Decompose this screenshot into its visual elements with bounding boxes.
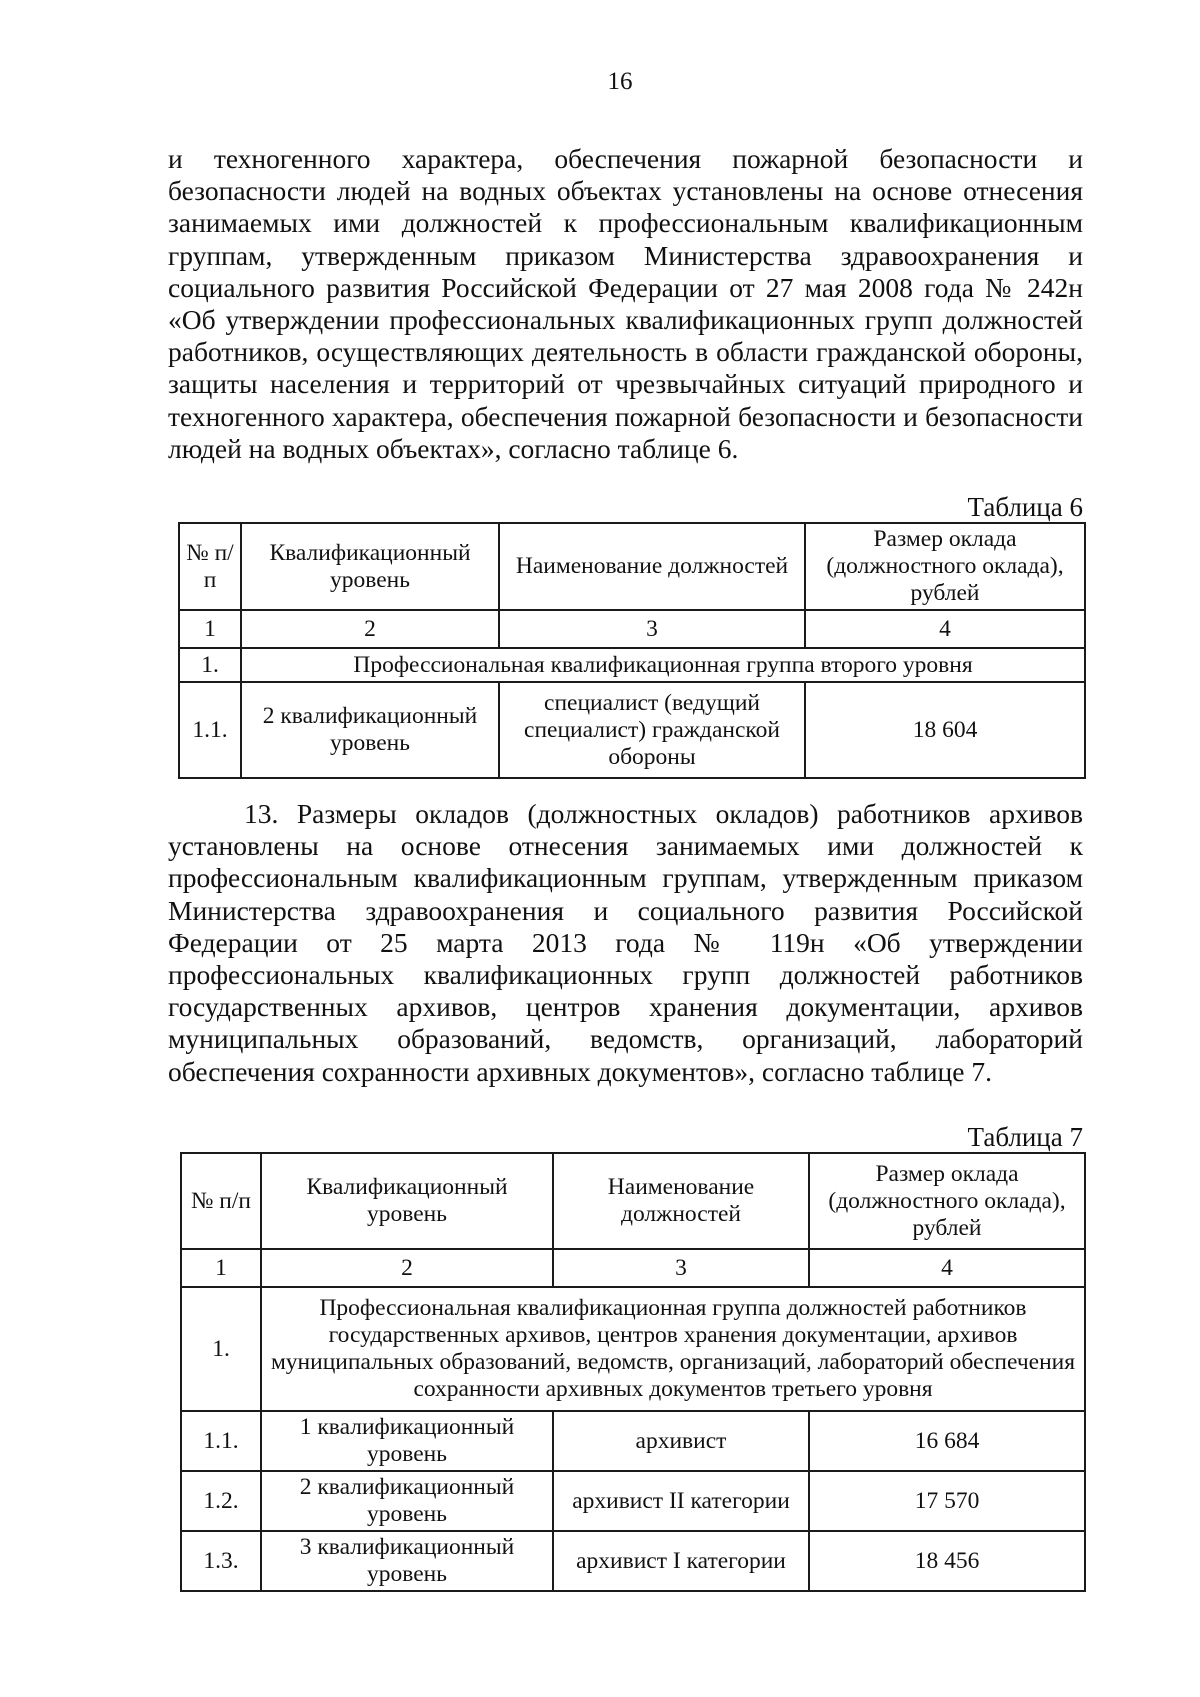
row-number-cell: 1.1. [181, 1411, 261, 1471]
row-salary-cell: 18 456 [809, 1531, 1085, 1591]
row-level-cell: 1 квалификационный уровень [261, 1411, 553, 1471]
row-level-cell: 3 квалификационный уровень [261, 1531, 553, 1591]
header-cell-level: Квалификационный уровень [261, 1153, 553, 1249]
table-row [179, 682, 1085, 778]
column-number-cell: 4 [809, 1249, 1085, 1287]
table-6-column-numbers-row [179, 610, 1085, 648]
header-cell-salary: Размер оклада (должностного оклада), рублей [805, 523, 1085, 610]
row-position-cell: архивист II категории [553, 1471, 809, 1531]
table-7-caption: Таблица 7 [967, 1122, 1083, 1152]
table-row [181, 1531, 1085, 1591]
header-cell-level: Квалификационный уровень [241, 523, 499, 610]
header-cell-number: № п/п [181, 1153, 261, 1249]
row-salary-cell: 17 570 [809, 1471, 1085, 1531]
row-salary-cell: 18 604 [805, 682, 1085, 778]
row-level-cell: 2 квалификационный уровень [241, 682, 499, 778]
column-number-cell: 3 [553, 1249, 809, 1287]
row-salary-cell: 16 684 [809, 1411, 1085, 1471]
table-7-column-numbers-row [181, 1249, 1085, 1287]
paragraph-1: и техногенного характера, обеспечения пожарной безопасности и безопасности людей на водных объектах установлены на основе отнесения занимаемых ими должностей к профессиональным квалификационным группам, утвержденным приказом Министерства здравоохранения и социального развития Российской Федерации от 27 мая 2008 года № 242н «Об утверждении профессиональных квалификационных групп должностей работников, осуществляющих деятельность в области гражданской обороны, защиты населения и территорий от чрезвычайных ситуаций природного и техногенного характера, обеспечения пожарной безопасности и безопасности людей на водных объектах», согласно таблице 6. [168, 143, 1083, 464]
table-6-header-row [179, 523, 1085, 610]
table-7-header-row [181, 1153, 1085, 1249]
table-7 [180, 1152, 1086, 1592]
row-number-cell: 1.1. [179, 682, 241, 778]
table-6-group-row [179, 648, 1085, 682]
header-cell-position: Наименование должностей [499, 523, 805, 610]
header-cell-salary: Размер оклада (должностного оклада), рублей [809, 1153, 1085, 1249]
page-number: 16 [607, 68, 633, 95]
column-number-cell: 2 [261, 1249, 553, 1287]
column-number-cell: 2 [241, 610, 499, 648]
row-level-cell: 2 квалификационный уровень [261, 1471, 553, 1531]
group-title-cell: Профессиональная квалификационная группа должностей работников государственных архивов, центров хранения документации, архивов муниципальных образований, ведомств, организаций, лабораторий обеспечения сохранности архивных документов третьего уровня [261, 1287, 1085, 1411]
paragraph-2: 13. Размеры окладов (должностных окладов) работников архивов установлены на основе отнесения занимаемых ими должностей к профессиональным квалификационным группам, утвержденным приказом Министерства здравоохранения и социального развития Российской Федерации от 25 марта 2013 года № 119н «Об утверждении профессиональных квалификационных групп должностей работников государственных архивов, центров хранения документации, архивов муниципальных образований, ведомств, организаций, лабораторий обеспечения сохранности архивных документов», согласно таблице 7. [168, 798, 1083, 1087]
group-number-cell: 1. [181, 1287, 261, 1411]
row-position-cell: архивист I категории [553, 1531, 809, 1591]
table-7-group-row [181, 1287, 1085, 1411]
column-number-cell: 1 [181, 1249, 261, 1287]
table-row [181, 1471, 1085, 1531]
header-cell-number: № п/п [179, 523, 241, 610]
table-6 [178, 522, 1086, 779]
row-number-cell: 1.2. [181, 1471, 261, 1531]
row-number-cell: 1.3. [181, 1531, 261, 1591]
row-position-cell: специалист (ведущий специалист) гражданской обороны [499, 682, 805, 778]
column-number-cell: 1 [179, 610, 241, 648]
row-position-cell: архивист [553, 1411, 809, 1471]
group-title-cell: Профессиональная квалификационная группа второго уровня [241, 648, 1085, 682]
header-cell-position: Наименование должностей [553, 1153, 809, 1249]
table-row [181, 1411, 1085, 1471]
column-number-cell: 4 [805, 610, 1085, 648]
column-number-cell: 3 [499, 610, 805, 648]
group-number-cell: 1. [179, 648, 241, 682]
table-6-caption: Таблица 6 [967, 492, 1083, 522]
